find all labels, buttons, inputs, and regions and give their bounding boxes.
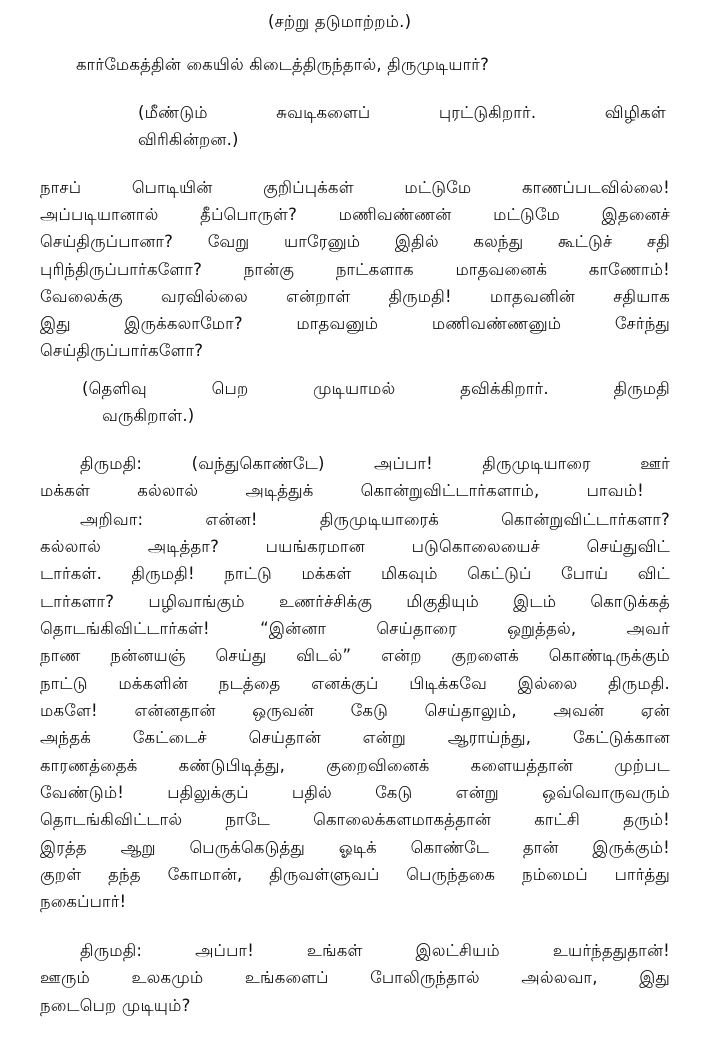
dialogue-line: செய்திருப்பானா? வேறு யாரேனும் இதில் கலந்து கூட்டுச் சதி: [40, 232, 670, 251]
stage-direction: (சற்று தடுமாற்றம்.): [268, 12, 412, 31]
dialogue-line: தொடங்கிவிட்டார்கள்! “இன்னா செய்தாரை ஒறுத்தல், அவர்: [40, 619, 670, 638]
stage-direction: விரிகின்றன.): [138, 130, 239, 149]
dialogue-line: நாட்டு மக்களின் நடத்தை எனக்குப் பிடிக்கவே இல்லை திருமதி.: [40, 674, 670, 693]
dialogue-line: அந்தக் கேட்டைச் செய்தான் என்று ஆராய்ந்து, கேட்டுக்கான: [40, 728, 670, 747]
dialogue-line: மகளே! என்னதான் ஒருவன் கேடு செய்தாலும், அவன் ஏன்: [40, 701, 670, 720]
stage-direction: (மீண்டும் சுவடிகளைப் புரட்டுகிறார். விழிகள்: [138, 103, 666, 122]
dialogue-line: நகைப்பார்!: [40, 892, 127, 911]
dialogue-line: அறிவா: என்ன! திருமுடியாரைக் கொன்றுவிட்டார்களா?: [80, 510, 670, 529]
stage-direction: வருகிறாள்.): [102, 406, 195, 425]
dialogue-line: ஊரும் உலகமும் உங்களைப் போலிருந்தால் அல்லவா, இது: [40, 968, 670, 987]
dialogue-line: கல்லால் அடித்தா? பயங்கரமான படுகொலையைச் செய்துவிட்: [40, 537, 670, 556]
dialogue-line: தொடங்கிவிட்டால் நாடே கொலைக்களமாகத்தான் காட்சி தரும்!: [40, 810, 670, 829]
dialogue-line: திருமதி: (வந்துகொண்டே) அப்பா! திருமுடியாரை ஊர்: [80, 454, 670, 473]
dialogue-line: டார்களா? பழிவாங்கும் உணர்ச்சிக்கு மிகுதியும் இடம் கொடுக்கத்: [40, 592, 670, 611]
dialogue-line: குறள் தந்த கோமான், திருவள்ளுவப் பெருந்தகை நம்மைப் பார்த்து: [40, 865, 670, 884]
dialogue-line: கார்மேகத்தின் கையில் கிடைத்திருந்தால், திருமுடியார்?: [76, 55, 490, 74]
dialogue-line: காரணத்தைக் கண்டுபிடித்து, குறைவினைக் களையத்தான் முற்பட: [40, 756, 670, 775]
dialogue-line: டார்கள். திருமதி! நாட்டு மக்கள் மிகவும் கெட்டுப் போய் விட்: [40, 564, 670, 583]
dialogue-line: நாண நன்னயஞ் செய்து விடல்” என்ற குறளைக் கொண்டிருக்கும்: [40, 646, 670, 665]
dialogue-line: புரிந்திருப்பார்களோ? நான்கு நாட்களாக மாதவனைக் காணோம்!: [40, 260, 670, 279]
dialogue-line: அப்படியானால் தீப்பொருள்? மணிவண்ணன் மட்டுமே இதனைச்: [40, 205, 670, 224]
dialogue-line: திருமதி: அப்பா! உங்கள் இலட்சியம் உயர்ந்ததுதான்!: [80, 941, 670, 960]
dialogue-line: நடைபெற முடியும்?: [40, 996, 191, 1015]
stage-direction: (தெளிவு பெற முடியாமல் தவிக்கிறார். திருமதி: [82, 379, 670, 398]
dialogue-line: நாசப் பொடியின் குறிப்புக்கள் மட்டுமே காணப்படவில்லை!: [40, 178, 670, 197]
dialogue-line: செய்திருப்பார்களோ?: [40, 341, 204, 360]
dialogue-line: வேலைக்கு வரவில்லை என்றாள் திருமதி! மாதவனின் சதியாக: [40, 287, 670, 306]
dialogue-line: மக்கள் கல்லால் அடித்துக் கொன்றுவிட்டார்களாம், பாவம்!: [40, 481, 644, 500]
dialogue-line: இரத்த ஆறு பெருக்கெடுத்து ஓடிக் கொண்டே தான் இருக்கும்!: [40, 838, 670, 857]
dialogue-line: வேண்டும்! பதிலுக்குப் பதில் கேடு என்று ஒவ்வொருவரும்: [40, 783, 670, 802]
dialogue-line: இது இருக்கலாமோ? மாதவனும் மணிவண்ணனும் சேர்ந்து: [40, 314, 670, 333]
